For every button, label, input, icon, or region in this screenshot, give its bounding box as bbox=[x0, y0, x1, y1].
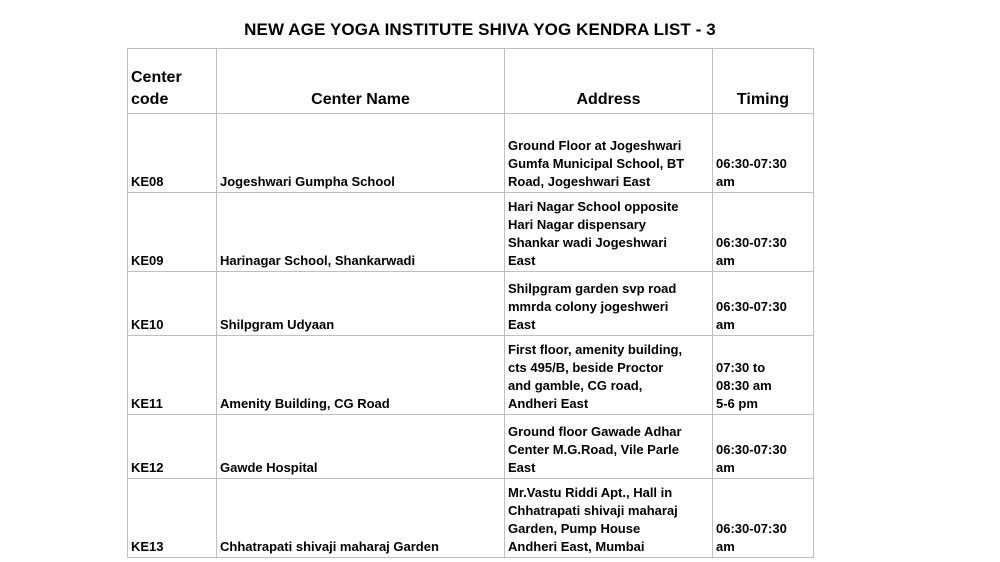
kendra-table bbox=[127, 48, 814, 558]
address-cell: Ground Floor at Jogeshwari Gumfa Municipal School, BT Road, Jogeshwari East bbox=[505, 114, 713, 193]
center-name-cell: Jogeshwari Gumpha School bbox=[217, 114, 505, 193]
table-row bbox=[128, 415, 814, 479]
timing-cell: 06:30-07:30 am bbox=[713, 479, 814, 558]
center-name-cell: Shilpgram Udyaan bbox=[217, 272, 505, 336]
address-cell: Shilpgram garden svp road mmrda colony jogeshweri East bbox=[505, 272, 713, 336]
address-cell: First floor, amenity building, cts 495/B, beside Proctor and gamble, CG road, Andheri East bbox=[505, 336, 713, 415]
center-code-cell: KE08 bbox=[128, 114, 217, 193]
center-name-cell: Gawde Hospital bbox=[217, 415, 505, 479]
center-code-cell: KE13 bbox=[128, 479, 217, 558]
address-cell: Ground floor Gawade Adhar Center M.G.Road, Vile Parle East bbox=[505, 415, 713, 479]
table-row bbox=[128, 114, 814, 193]
timing-cell: 06:30-07:30 am bbox=[713, 193, 814, 272]
timing-cell: 07:30 to 08:30 am 5-6 pm bbox=[713, 336, 814, 415]
address-cell: Mr.Vastu Riddi Apt., Hall in Chhatrapati shivaji maharaj Garden, Pump House Andheri East, Mumbai bbox=[505, 479, 713, 558]
center-name-cell: Amenity Building, CG Road bbox=[217, 336, 505, 415]
header-address: Address bbox=[505, 49, 713, 114]
center-name-cell: Harinagar School, Shankarwadi bbox=[217, 193, 505, 272]
header-center-code: Center code bbox=[128, 49, 217, 114]
page-title: NEW AGE YOGA INSTITUTE SHIVA YOG KENDRA LIST - 3 bbox=[244, 20, 716, 39]
table-row bbox=[128, 479, 814, 558]
header-center-name: Center Name bbox=[217, 49, 505, 114]
table-header-row bbox=[128, 49, 814, 114]
center-code-cell: KE10 bbox=[128, 272, 217, 336]
center-code-cell: KE11 bbox=[128, 336, 217, 415]
address-cell: Hari Nagar School opposite Hari Nagar dispensary Shankar wadi Jogeshwari East bbox=[505, 193, 713, 272]
center-name-cell: Chhatrapati shivaji maharaj Garden bbox=[217, 479, 505, 558]
timing-cell: 06:30-07:30 am bbox=[713, 114, 814, 193]
table-row bbox=[128, 272, 814, 336]
table-row bbox=[128, 193, 814, 272]
header-timing: Timing bbox=[713, 49, 814, 114]
table-row bbox=[128, 336, 814, 415]
center-code-cell: KE12 bbox=[128, 415, 217, 479]
timing-cell: 06:30-07:30 am bbox=[713, 415, 814, 479]
timing-cell: 06:30-07:30 am bbox=[713, 272, 814, 336]
center-code-cell: KE09 bbox=[128, 193, 217, 272]
